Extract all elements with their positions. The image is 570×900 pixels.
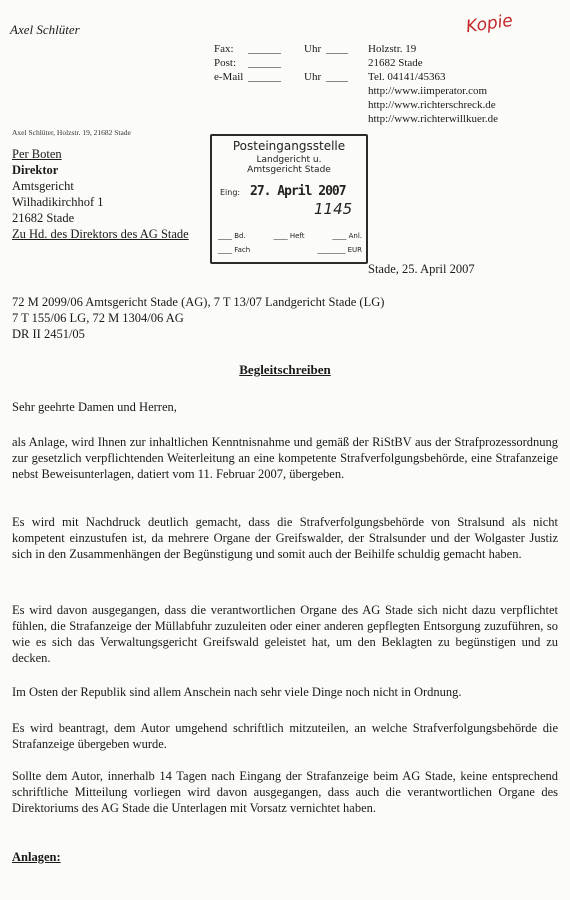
sender-name: Axel Schlüter <box>10 22 80 37</box>
stamp-title: Posteingangsstelle <box>232 139 346 153</box>
stamp-eing-label: Eing: <box>220 188 241 197</box>
sender-url-1: http://www.iimperator.com <box>368 85 488 97</box>
paragraph-4: Im Osten der Republik sind allem Anschein nach sehr viele Dinge noch nicht in Ordnung. <box>12 685 462 699</box>
sender-url-2: http://www.richterschreck.de <box>368 99 496 111</box>
fax-uhr-label: Uhr <box>304 43 322 55</box>
recipient-title: Direktor <box>12 163 59 177</box>
stamp-sub-1: Landgericht u. <box>256 155 322 165</box>
stamp-fach: ____ Fach <box>218 246 251 254</box>
letter-date: Stade, 25. April 2007 <box>368 262 475 276</box>
paragraph-6: Sollte dem Autor, innerhalb 14 Tagen nach Eingang der Strafanzeige beim AG Stade, keine entsprechend schriftliche Mitteilung vorliegen wird davon ausgegangen, dass auch die verantwortlichen Organe des Direktoriums des AG Stade die Unterlagen mit Vorsatz vernichtet haben. <box>12 769 558 815</box>
fax-blank: ______ <box>248 43 281 55</box>
contact-block <box>214 42 356 84</box>
stamp-date: 27. April 2007 <box>250 184 346 199</box>
recipient-attention: Zu Hd. des Direktors des AG Stade <box>12 227 189 241</box>
stamp-anl: ____ Anl. <box>332 232 362 240</box>
attachments-heading: Anlagen: <box>12 850 61 864</box>
sender-tel: Tel. 04141/45363 <box>368 71 446 83</box>
stamp-row-2 <box>218 246 362 254</box>
post-row <box>214 56 356 70</box>
email-label: e-Mail <box>214 71 244 83</box>
sender-city: 21682 Stade <box>368 57 423 69</box>
sender-street: Holzstr. 19 <box>368 43 417 55</box>
fax-row <box>214 42 356 56</box>
post-label: Post: <box>214 57 237 69</box>
recipient-block <box>12 146 189 242</box>
sender-address <box>368 42 498 126</box>
recipient-city: 21682 Stade <box>12 211 75 225</box>
sender-url-3: http://www.richterwillkuer.de <box>368 113 499 125</box>
fax-label: Fax: <box>214 43 234 55</box>
reference-line-2: 7 T 155/06 LG, 72 M 1304/06 AG <box>12 311 184 325</box>
email-uhr-label: Uhr <box>304 71 322 83</box>
stamp-handwritten-number: 1145 <box>314 200 353 218</box>
reference-numbers <box>12 294 384 342</box>
paragraph-5: Es wird beantragt, dem Autor umgehend schriftlich mitzuteilen, an welche Strafverfolgungsbehörde die Strafanzeige übergeben wurde. <box>12 721 558 751</box>
paragraph-2: Es wird mit Nachdruck deutlich gemacht, dass die Strafverfolgungsbehörde von Stralsund als nicht kompetent einzustufen ist, da mehrere Organe der Greifswalder, der Stralsunder und der Wolgaster Justiz sich in den Zusammenhängen der Begünstigung und somit auch der Beihilfe schuldig gemacht haben. <box>12 515 558 561</box>
stamp-bd: ____ Bd. <box>218 232 246 240</box>
stamp-eur: ________ EUR <box>317 246 362 254</box>
reference-line-3: DR II 2451/05 <box>12 327 85 341</box>
receipt-stamp <box>210 134 368 264</box>
fax-uhr-blank: ____ <box>326 43 348 55</box>
stamp-sub-2: Amtsgericht Stade <box>247 165 331 175</box>
recipient-delivery: Per Boten <box>12 147 62 161</box>
recipient-street: Wilhadikirchhof 1 <box>12 195 104 209</box>
post-blank: ______ <box>248 57 281 69</box>
recipient-court: Amtsgericht <box>12 179 74 193</box>
letter-title: Begleitschreiben <box>239 362 331 377</box>
reference-line-1: 72 M 2099/06 Amtsgericht Stade (AG), 7 T 13/07 Landgericht Stade (LG) <box>12 295 385 309</box>
stamp-heft: ____ Heft <box>273 232 305 240</box>
email-blank: ______ <box>248 71 281 83</box>
salutation: Sehr geehrte Damen und Herren, <box>12 400 177 414</box>
paragraph-3: Es wird davon ausgegangen, dass die verantwortlichen Organe des AG Stade sich nicht dazu verpflichtet fühlen, die Strafanzeige der Müllabfuhr zuzuleiten oder einer anderen gepflegten Entsorgung zuzuführen, so wie es sich das Verwaltungsgericht Greifswald geleistet hat, um den Beklagten zu begünstigen und zu decken. <box>12 603 558 665</box>
return-address: Axel Schlüter, Holzstr. 19, 21682 Stade <box>12 128 131 137</box>
paragraph-1: als Anlage, wird Ihnen zur inhaltlichen Kenntnisnahme und gemäß der RiStBV aus der Strafprozessordnung zur gesetzlich verpflichtenden Weiterleitung an eine kompetente Strafverfolgungsbehörde, eine Strafanzeige nebst Beweisunterlagen, datiert vom 11. Februar 2007, übergeben. <box>12 435 558 481</box>
stamp-row-1 <box>218 232 362 240</box>
email-row <box>214 70 356 84</box>
stamp-subtitle <box>212 155 366 175</box>
kopie-mark: Kopie <box>464 10 515 38</box>
email-uhr-blank: ____ <box>326 71 348 83</box>
